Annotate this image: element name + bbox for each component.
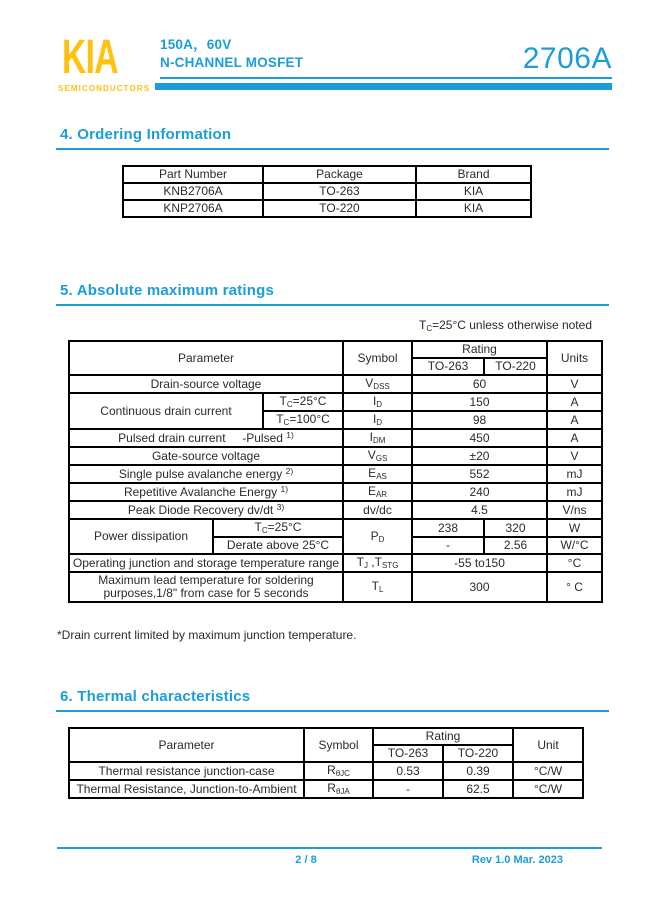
rating-cell: 4.5: [412, 501, 547, 519]
parameter-cell: Thermal Resistance, Junction-to-Ambient: [69, 780, 304, 798]
brand-cell: KIA: [416, 183, 531, 200]
unit-cell: mJ: [547, 465, 602, 483]
table-row: [69, 762, 583, 780]
table-row: [69, 465, 602, 483]
rating-to263-cell: -: [373, 780, 443, 798]
table-row: [69, 393, 602, 411]
parameter-cell: Peak Diode Recovery dv/dt $^{3)}$: [69, 501, 343, 519]
test-condition-note: $T_C=25^\circ C$ unless otherwise noted: [418, 318, 592, 333]
col-header-package: Package: [263, 166, 416, 183]
symbol-cell: $T_J$ $,T_{STG}$: [343, 554, 412, 572]
parameter-cell: Repetitive Avalanche Energy $^{1)}$: [69, 483, 343, 501]
table-row: [123, 200, 531, 217]
rating-cell: 150: [412, 393, 547, 411]
parameter-cell: Operating junction and storage temperature range: [69, 554, 343, 572]
rating-cell: ±20: [412, 447, 547, 465]
symbol-cell: $E_{AR}$: [343, 483, 412, 501]
rating-cell: 300: [412, 572, 547, 602]
kia-logo: KIA: [62, 31, 118, 84]
table-row: [69, 483, 602, 501]
condition-cell: $T_C=100^\circ C$: [263, 411, 343, 429]
table-row: [123, 183, 531, 200]
symbol-cell: $P_D$: [343, 519, 412, 554]
table-header-row: [69, 341, 602, 358]
col-header-rating: Rating: [373, 728, 513, 745]
col-header-parameter: Parameter: [69, 728, 304, 762]
header-rule-thick: [155, 83, 612, 90]
revision-label: Rev 1.0 Mar. 2023: [471, 854, 563, 866]
parameter-cell: Pulsed drain current -Pulsed $^{1)}$: [69, 429, 343, 447]
parameter-cell: Thermal resistance junction-case: [69, 762, 304, 780]
rating-to220-cell: 2.56: [484, 537, 547, 554]
condition-cell: $T_C=25^\circ C$: [213, 519, 343, 537]
parameter-cell: Continuous drain current: [69, 393, 263, 429]
package-cell: TO-220: [263, 200, 416, 217]
rating-to220-cell: 320: [484, 519, 547, 537]
col-header-unit: Unit: [513, 728, 583, 762]
symbol-cell: $R_{\theta JA}$: [304, 780, 373, 798]
rating-cell: 60: [412, 375, 547, 393]
header-rule-thin: [160, 77, 612, 79]
symbol-cell: $V_{DSS}$: [343, 375, 412, 393]
section-title-ordering: 4. Ordering Information: [56, 126, 609, 150]
col-header-to220: TO-220: [443, 745, 513, 762]
rating-cell: 552: [412, 465, 547, 483]
ordering-information-table: [122, 165, 532, 218]
symbol-cell: $V_{GS}$: [343, 447, 412, 465]
section-title-ratings: 5. Absolute maximum ratings: [56, 282, 609, 306]
unit-cell: ° C: [547, 572, 602, 602]
section-title-thermal: 6. Thermal characteristics: [56, 688, 609, 712]
table-row: [69, 375, 602, 393]
symbol-cell: $I_D$: [343, 393, 412, 411]
parameter-cell: Single pulse avalanche energy $^{2)}$: [69, 465, 343, 483]
unit-cell: °C/W: [513, 780, 583, 798]
unit-cell: °C/W: [513, 762, 583, 780]
table-row: [69, 447, 602, 465]
parameter-cell: Gate-source voltage: [69, 447, 343, 465]
absolute-maximum-ratings-table: [68, 340, 603, 603]
symbol-cell: $I_D$: [343, 411, 412, 429]
symbol-cell: dv/dc: [343, 501, 412, 519]
brand-cell: KIA: [416, 200, 531, 217]
symbol-cell: $E_{AS}$: [343, 465, 412, 483]
symbol-cell: $T_L$: [343, 572, 412, 602]
part-number-title: 2706A: [522, 42, 612, 75]
table-header-row: [123, 166, 531, 183]
rating-cell: 98: [412, 411, 547, 429]
parameter-cell: Power dissipation: [69, 519, 213, 554]
unit-cell: V: [547, 447, 602, 465]
package-cell: TO-263: [263, 183, 416, 200]
device-summary: [160, 36, 303, 72]
parameter-cell: Maximum lead temperature for soldering purposes,1/8" from case for 5 seconds: [69, 572, 343, 602]
thermal-characteristics-table: [68, 727, 584, 799]
unit-cell: A: [547, 429, 602, 447]
rating-to263-cell: 238: [412, 519, 484, 537]
col-header-rating: Rating: [412, 341, 547, 358]
rating-to263-cell: 0.53: [373, 762, 443, 780]
table-header-row: [69, 728, 583, 745]
page-number: 2 / 8: [295, 854, 317, 866]
table-row: [69, 429, 602, 447]
unit-cell: V/ns: [547, 501, 602, 519]
unit-cell: mJ: [547, 483, 602, 501]
col-header-units: Units: [547, 341, 602, 375]
part-number-cell: KNB2706A: [123, 183, 263, 200]
parameter-cell: Drain-source voltage: [69, 375, 343, 393]
unit-cell: °C: [547, 554, 602, 572]
unit-cell: W/°C: [547, 537, 602, 554]
condition-cell: Derate above 25°C: [213, 537, 343, 554]
device-type: N-CHANNEL MOSFET: [160, 55, 304, 70]
col-header-symbol: Symbol: [343, 341, 412, 375]
footer-rule: [57, 847, 602, 849]
col-header-to263: TO-263: [373, 745, 443, 762]
symbol-cell: $I_{DM}$: [343, 429, 412, 447]
col-header-part-number: Part Number: [123, 166, 263, 183]
col-header-symbol: Symbol: [304, 728, 373, 762]
symbol-cell: $R_{\theta JC}$: [304, 762, 373, 780]
table-row: [69, 554, 602, 572]
rating-cell: 240: [412, 483, 547, 501]
table-row: [69, 572, 602, 602]
unit-cell: V: [547, 375, 602, 393]
unit-cell: A: [547, 393, 602, 411]
col-header-brand: Brand: [416, 166, 531, 183]
rating-to220-cell: 0.39: [443, 762, 513, 780]
unit-cell: W: [547, 519, 602, 537]
rating-cell: 450: [412, 429, 547, 447]
device-current-voltage: 150A，60V: [160, 37, 232, 52]
rating-cell: -55 to150: [412, 554, 547, 572]
unit-cell: A: [547, 411, 602, 429]
rating-to263-cell: -: [412, 537, 484, 554]
part-number-cell: KNP2706A: [123, 200, 263, 217]
col-header-to220: TO-220: [484, 358, 547, 375]
table-row: [69, 780, 583, 798]
kia-logo-subtext: SEMICONDUCTORS: [58, 84, 151, 93]
table-row: [69, 501, 602, 519]
condition-cell: $T_C=25^\circ C$: [263, 393, 343, 411]
col-header-parameter: Parameter: [69, 341, 343, 375]
ratings-footnote: *Drain current limited by maximum junction temperature.: [57, 628, 357, 642]
table-row: [69, 519, 602, 537]
col-header-to263: TO-263: [412, 358, 484, 375]
rating-to220-cell: 62.5: [443, 780, 513, 798]
